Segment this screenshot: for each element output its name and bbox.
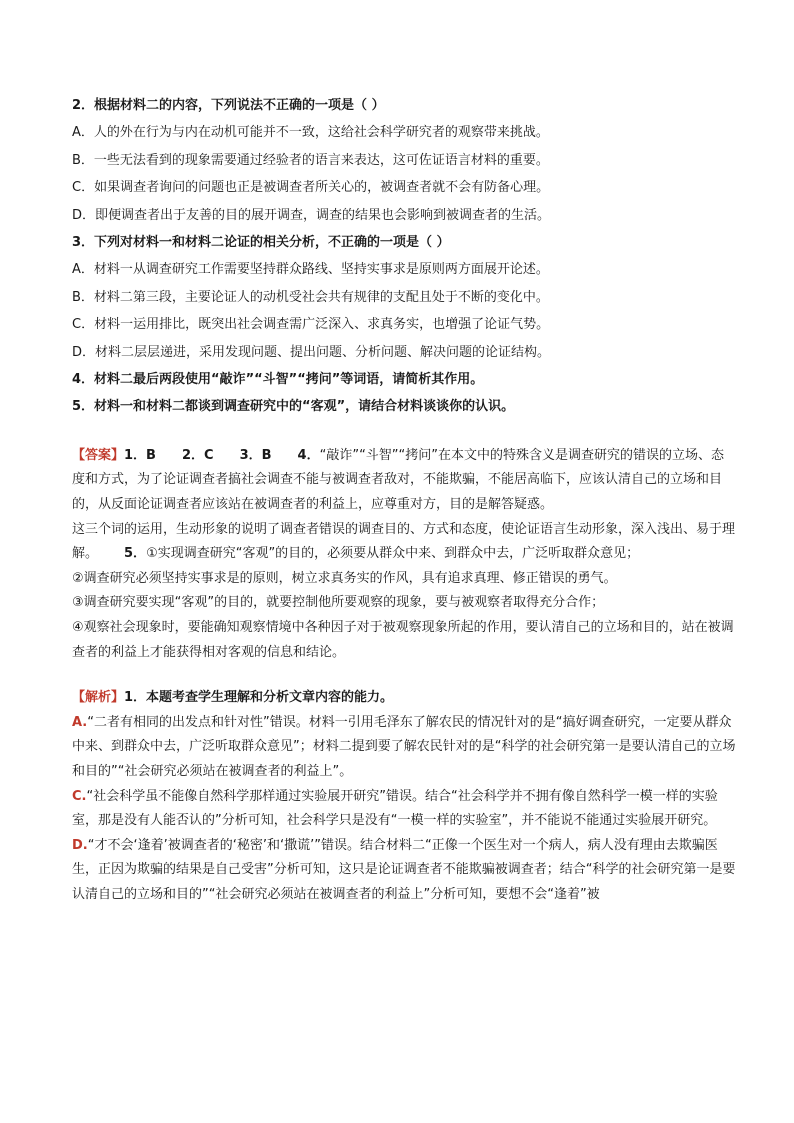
analysis-option-a: A.“二者有相同的出发点和针对性”错误。材料一引用毛泽东了解农民的情况针对的是“搞好调查研究，一定要从群众中来、到群众中去，广泛听取群众意见”；材料二提到要了解农民针对的是“科学的社会研究第一是要认清自己的立场和目的”“社会研究必须站在被调查者的利益上”。 xyxy=(72,714,736,779)
question-2-option-b: B．一些无法看到的现象需要通过经验者的语言来表达，这可佐证语言材料的重要。 xyxy=(72,152,549,168)
analysis-intro: 【解析】1．本题考查学生理解和分析文章内容的能力。 xyxy=(72,690,394,706)
answer-3: 3．B xyxy=(239,447,272,463)
analysis-section xyxy=(72,686,736,907)
question-3-stem: 3．下列对材料一和材料二论证的相关分析，不正确的一项是（ ） xyxy=(72,235,450,251)
question-2-option-d: D．即便调查者出于友善的目的展开调查，调查的结果也会影响到被调查者的生活。 xyxy=(72,207,551,223)
question-3-option-a: A．材料一从调查研究工作需要坚持群众路线、坚持实事求是原则两方面展开论述。 xyxy=(72,262,549,278)
answer-5-point-3: ③调查研究要实现“客观”的目的，就要控制他所要观察的现象，要与被观察者取得充分合作； xyxy=(72,595,605,611)
analysis-option-c: C.“社会科学虽不能像自然科学那样通过实验展开研究”错误。结合“社会科学并不拥有像自然科学一模一样的实验室，那是没有人能否认的”分析可知，社会科学只是没有“一模一样的实验室”，并不能说不能通过实验展开研究。 xyxy=(72,788,718,829)
answer-5-lead: 5． xyxy=(124,546,147,562)
answer-2: 2．C xyxy=(181,447,214,463)
answer-tag: 【答案】 xyxy=(72,447,125,463)
answer-5-point-1: ①实现调查研究“客观”的目的，必须要从群众中来、到群众中去，广泛听取群众意见； xyxy=(146,546,640,562)
analysis-tag: 【解析】 xyxy=(72,690,125,706)
answer-5-point-4: ④观察社会现象时，要能确知观察情境中各种因子对于被观察现象所起的作用，要认清自己的立场和目的，站在被调查者的利益上才能获得相对客观的信息和结论。 xyxy=(72,620,734,660)
answer-section xyxy=(72,444,736,665)
answer-paragraph xyxy=(72,444,736,518)
question-2-option-a: A．人的外在行为与内在动机可能并不一致，这给社会科学研究者的观察带来挑战。 xyxy=(72,125,549,141)
answer-4-body: “敲诈”“斗智”“拷问”在本文中的特殊含义是调查研究的错误的立场、态度和方式，为了论证调查者搞社会调查不能与被调查者敌对，不能欺骗，不能居高临下，应该认清自己的立场和目的，从反面论证调查者应该站在被调查者的利益上，应尊重对方，目的是解答疑惑。 xyxy=(72,447,725,513)
question-2-option-c: C．如果调查者询问的问题也正是被调查者所关心的，被调查者就不会有防备心理。 xyxy=(72,180,550,196)
document-content xyxy=(72,92,736,908)
question-3-option-d: D．材料二层层递进，采用发现问题、提出问题、分析问题、解决问题的论证结构。 xyxy=(72,344,551,360)
question-2-stem: 2．根据材料二的内容，下列说法不正确的一项是（ ） xyxy=(72,98,385,113)
answer-5-point-2: ②调查研究必须坚持实事求是的原则，树立求真务实的作风，具有追求真理、修正错误的勇气。 xyxy=(72,570,617,586)
question-3-option-c: C．材料一运用排比，既突出社会调查需广泛深入、求真务实，也增强了论证气势。 xyxy=(72,317,550,333)
question-3-option-b: B．材料二第三段，主要论证人的动机受社会共有规律的支配且处于不断的变化中。 xyxy=(72,289,549,305)
question-list xyxy=(72,92,736,421)
analysis-option-d: D.“才不会‘逢着’被调查者的‘秘密’和‘撒谎’”错误。结合材料二“正像一个医生对一个病人，病人没有理由去欺骗医生，正因为欺骗的结果是自己受害”分析可知，这只是论证调查者不能欺骗被调查者；结合“科学的社会研究第一是要认清自己的立场和目的”“社会研究必须站在被调查者的利益上”分析可知，要想不会“逢着”被 xyxy=(72,837,736,902)
answer-4-lead: 4． xyxy=(297,447,320,463)
answer-4-continuation: 这三个词的运用，生动形象的说明了调查者错误的调查目的、方式和态度，使论证语言生动形象，深入浅出、易于理解。 5．①实现调查研究“客观”的目的，必须要从群众中来、到群众中去，广泛听取群众意见； xyxy=(72,521,736,562)
question-5-stem: 5．材料一和材料二都谈到调查研究中的“客观”，请结合材料谈谈你的认识。 xyxy=(72,399,515,415)
answer-1: 1．B xyxy=(124,447,156,463)
question-4-stem: 4．材料二最后两段使用“敲诈”“斗智”“拷问”等词语，请简析其作用。 xyxy=(72,372,484,388)
